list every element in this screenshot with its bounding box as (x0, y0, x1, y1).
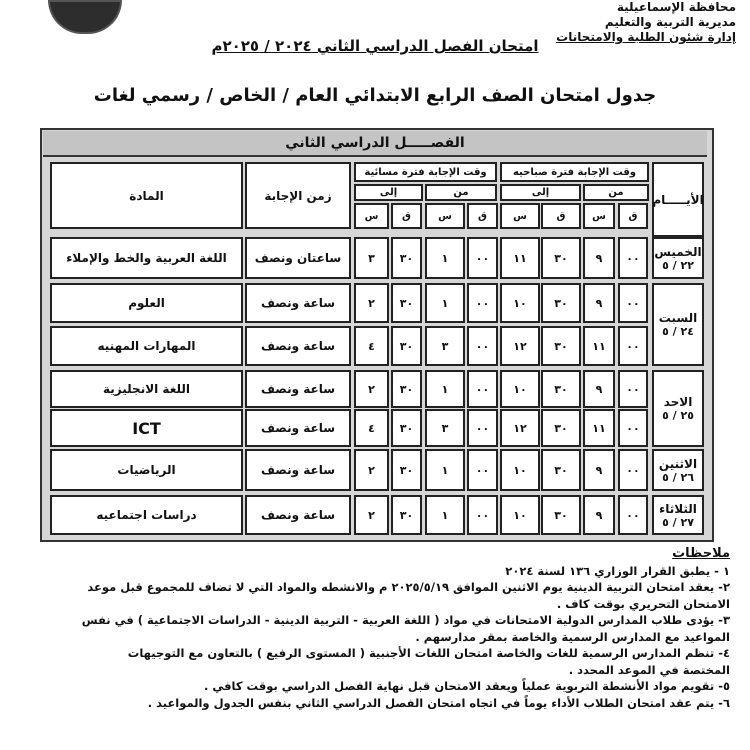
unit-header-mfs: س (583, 203, 615, 229)
day-date: ٢٦ / ٥ (662, 470, 694, 484)
time-cell-etq: ٣٠ (391, 283, 422, 323)
unit-header-mtq: ق (541, 203, 581, 229)
subject-cell: المهارات المهنيه (50, 326, 243, 366)
time-cell-mtq: ٣٠ (541, 326, 581, 366)
unit-header-mfq: ق (618, 203, 648, 229)
unit-header-etq: ق (391, 203, 422, 229)
time-cell-ets: ٢ (354, 449, 389, 491)
time-cell-mfq: ٠٠ (618, 326, 648, 366)
day-name: الاحد (663, 395, 693, 409)
time-cell-mfq: ٠٠ (618, 495, 648, 535)
time-cell-mfq: ٠٠ (618, 449, 648, 491)
notes-section (10, 546, 730, 711)
note-item: المختصة في الموعد المحدد . (568, 662, 730, 677)
time-cell-mtq: ٣٠ (541, 370, 581, 408)
evening-header: وقت الإجابة فترة مسائية (354, 162, 497, 182)
subject-cell: اللغة العربية والخط والإملاء (50, 237, 243, 279)
time-cell-efq: ٠٠ (467, 326, 498, 366)
time-cell-mfs: ٩ (583, 495, 615, 535)
subject-cell: اللغة الانجليزية (50, 370, 243, 408)
time-cell-efs: ١ (425, 449, 465, 491)
time-cell-efq: ٠٠ (467, 495, 498, 535)
note-item: ٣- يؤدى طلاب المدارس الدولية الامتحانات في مواد ( اللغة العربية - التربية الدينية - الدراسات الاجتماعية ) في نفس (81, 613, 730, 627)
time-cell-ets: ٣ (354, 237, 389, 279)
exam-title: امتحان الفصل الدراسي الثاني ٢٠٢٤ / ٢٠٢٥م (211, 37, 539, 55)
subject-cell: الرياضيات (50, 449, 243, 491)
note-item: المواعيد مع المدارس الرسمية والخاصة بمقر مدارسهم . (415, 629, 730, 644)
time-cell-mts: ١٠ (500, 495, 540, 535)
days-header: الأيـــــام (652, 162, 704, 237)
time-cell-mtq: ٣٠ (541, 409, 581, 447)
schedule-title: جدول امتحان الصف الرابع الابتدائي العام / الخاص / رسمي لغات (93, 85, 657, 106)
time-cell-efs: ١ (425, 237, 465, 279)
time-cell-efs: ٣ (425, 326, 465, 366)
day-date: ٢٤ / ٥ (662, 325, 694, 338)
note-item: الامتحان التحريري بوقت كاف . (556, 596, 730, 611)
unit-header-ets: س (354, 203, 389, 229)
governorate-label: محافظة الإسماعيلية (616, 0, 736, 14)
time-cell-efq: ٠٠ (467, 283, 498, 323)
time-cell-mts: ١٠ (500, 283, 540, 323)
time-cell-mtq: ٣٠ (541, 495, 581, 535)
subject-cell: العلوم (50, 283, 243, 323)
semester-banner: الفصـــــل الدراسي الثاني (43, 131, 707, 157)
duration-cell: ساعة ونصف (245, 409, 351, 447)
day-name: الاثنين (658, 456, 698, 471)
unit-header-efs: س (425, 203, 465, 229)
time-cell-etq: ٣٠ (391, 237, 422, 279)
time-cell-etq: ٣٠ (391, 409, 422, 447)
time-cell-ets: ٢ (354, 283, 389, 323)
time-cell-etq: ٣٠ (391, 370, 422, 408)
time-cell-mts: ١١ (500, 237, 540, 279)
day-date: ٢٧ / ٥ (662, 515, 694, 529)
day-date: ٢٢ / ٥ (662, 258, 694, 272)
time-cell-mts: ١٢ (500, 409, 540, 447)
time-cell-mtq: ٣٠ (541, 283, 581, 323)
duration-cell: ساعة ونصف (245, 449, 351, 491)
note-item: ٤- تنظم المدارس الرسمية للغات والخاصة امتحان اللغات الأجنبية ( المستوى الرفيع ) بالتعاون مع التوجيهات (127, 646, 730, 660)
time-cell-ets: ٤ (354, 326, 389, 366)
day-name: السبت (658, 311, 698, 325)
note-item: ١ - يطبق القرار الوزاري ١٣٦ لسنة ٢٠٢٤ (505, 563, 730, 578)
time-cell-etq: ٣٠ (391, 495, 422, 535)
day-cell-4 (652, 495, 704, 535)
unit-header-mts: س (500, 203, 540, 229)
morning-header: وقت الإجابة فترة صباحيه (500, 162, 649, 182)
day-cell-1 (652, 283, 704, 366)
time-cell-efs: ١ (425, 370, 465, 408)
time-cell-efq: ٠٠ (467, 409, 498, 447)
day-cell-3 (652, 449, 704, 491)
duration-cell: ساعة ونصف (245, 370, 351, 408)
time-cell-mfs: ٩ (583, 449, 615, 491)
time-cell-mfs: ٩ (583, 370, 615, 408)
directorate-label: مديرية التربية والتعليم (604, 15, 736, 29)
time-cell-efq: ٠٠ (467, 237, 498, 279)
time-cell-ets: ٤ (354, 409, 389, 447)
time-cell-mfs: ٩ (583, 237, 615, 279)
day-cell-2 (652, 370, 704, 447)
time-cell-etq: ٣٠ (391, 449, 422, 491)
day-name: الثلاثاء (659, 501, 697, 516)
time-cell-ets: ٢ (354, 370, 389, 408)
time-cell-efq: ٠٠ (467, 370, 498, 408)
notes-title: ملاحظات (672, 546, 730, 561)
morning-to-header: إلى (500, 184, 581, 201)
subject-cell: ICT (50, 409, 243, 447)
time-cell-efs: ١ (425, 283, 465, 323)
evening-from-header: من (425, 184, 497, 201)
time-cell-mfq: ٠٠ (618, 237, 648, 279)
subject-header: المادة (50, 162, 243, 229)
time-cell-efs: ٣ (425, 409, 465, 447)
day-date: ٢٥ / ٥ (662, 409, 694, 422)
duration-header: زمن الإجابة (245, 162, 351, 229)
time-cell-mfq: ٠٠ (618, 370, 648, 408)
duration-cell: ساعة ونصف (245, 326, 351, 366)
subject-cell: دراسات اجتماعيه (50, 495, 243, 535)
duration-cell: ساعتان ونصف (245, 237, 351, 279)
note-item: ٦- يتم عقد امتحان الطلاب الأداء يوماً في اتجاه امتحان الفصل الدراسي الثاني بنفس الجدول والمواعيد . (147, 695, 730, 710)
note-item: ٥- تقويم مواد الأنشطة التربوية عملياً ويعقد الامتحان قبل نهاية الفصل الدراسي بوقت كافي . (203, 679, 730, 693)
day-name: الخميس (654, 244, 702, 259)
unit-header-efq: ق (467, 203, 498, 229)
time-cell-mfq: ٠٠ (618, 283, 648, 323)
time-cell-mts: ١٠ (500, 449, 540, 491)
time-cell-mfs: ٩ (583, 283, 615, 323)
time-cell-mtq: ٣٠ (541, 237, 581, 279)
time-cell-etq: ٣٠ (391, 326, 422, 366)
duration-cell: ساعة ونصف (245, 283, 351, 323)
time-cell-ets: ٢ (354, 495, 389, 535)
time-cell-mfs: ١١ (583, 326, 615, 366)
notes-list (10, 563, 730, 712)
note-item: ٢- يعقد امتحان التربية الدينية يوم الاثنين الموافق ٢٠٢٥/٥/١٩ م والانشطه والمواد التي لا تضاف للمجموع قبل موعد (87, 580, 730, 594)
time-cell-mts: ١٠ (500, 370, 540, 408)
time-cell-efq: ٠٠ (467, 449, 498, 491)
day-cell-0 (652, 237, 704, 279)
morning-from-header: من (583, 184, 649, 201)
evening-to-header: إلى (354, 184, 423, 201)
time-cell-mfs: ١١ (583, 409, 615, 447)
time-cell-mts: ١٢ (500, 326, 540, 366)
time-cell-efs: ١ (425, 495, 465, 535)
department-label: إدارة شئون الطلبة والامتحانات (556, 30, 736, 44)
time-cell-mfq: ٠٠ (618, 409, 648, 447)
time-cell-mtq: ٣٠ (541, 449, 581, 491)
duration-cell: ساعة ونصف (245, 495, 351, 535)
